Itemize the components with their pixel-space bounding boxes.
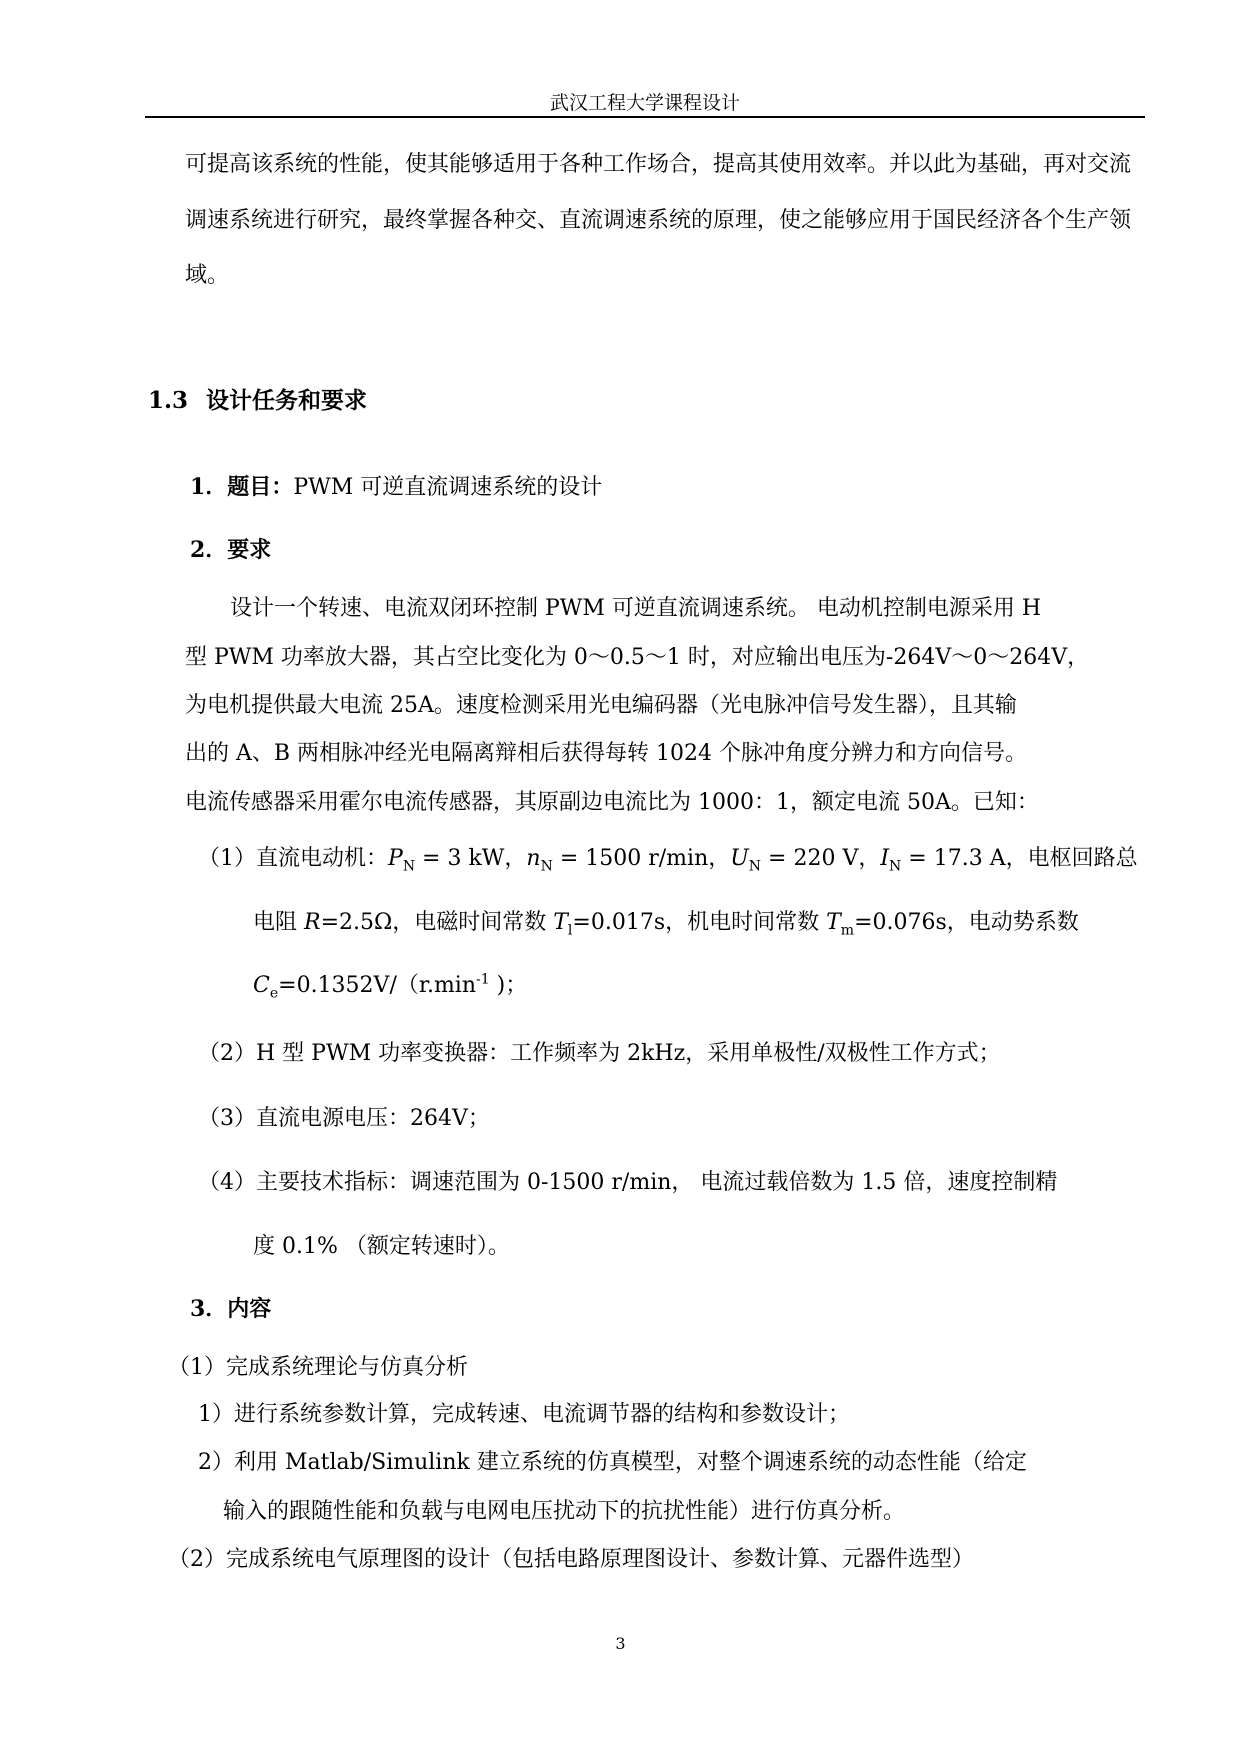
- known-3: （3）直流电源电压：264V；: [198, 1106, 490, 1131]
- symbol-tm: T: [826, 910, 841, 935]
- intro-line-3: 域。: [185, 263, 230, 288]
- value-pn: = 3 kW，: [415, 846, 527, 871]
- known-1b-prefix: 电阻: [253, 910, 304, 935]
- unit-exponent: -1: [476, 971, 490, 988]
- item-1-text: PWM 可逆直流调速系统的设计: [293, 475, 603, 500]
- header-rule: [145, 116, 1145, 118]
- section-title: 设计任务和要求: [206, 387, 368, 414]
- value-r: =2.5Ω，电磁时间常数: [320, 910, 554, 935]
- known-4b: 度 0.1% （额定转速时）。: [253, 1234, 510, 1259]
- section-number: 1.3: [148, 387, 189, 414]
- content-line-5: （2）完成系统电气原理图的设计（包括电路原理图设计、参数计算、元器件选型）: [168, 1547, 974, 1572]
- symbol-tm-sub: m: [840, 922, 855, 939]
- symbol-tl-sub: l: [567, 922, 573, 939]
- known-1-prefix: （1）直流电动机：: [198, 846, 388, 871]
- content-line-3: 2）利用 Matlab/Simulink 建立系统的仿真模型，对整个调速系统的动态性能（给定: [198, 1450, 1027, 1475]
- intro-line-1: 可提高该系统的性能，使其能够适用于各种工作场合，提高其使用效率。并以此为基础，再对交流: [185, 152, 1132, 177]
- item-3-label: 3．内容: [190, 1296, 272, 1322]
- req-line-2: 型 PWM 功率放大器，其占空比变化为 0～0.5～1 时，对应输出电压为-264V～0～264V，: [185, 645, 1090, 670]
- section-heading: [148, 382, 367, 415]
- value-in: = 17.3 A，电枢回路总: [901, 846, 1138, 871]
- content-line-1: （1）完成系统理论与仿真分析: [168, 1355, 468, 1380]
- symbol-pn-sub: N: [402, 858, 416, 875]
- value-nn: = 1500 r/min，: [552, 846, 731, 871]
- req-line-3: 为电机提供最大电流 25A。速度检测采用光电编码器（光电脉冲信号发生器），且其输: [185, 693, 1017, 718]
- symbol-in-sub: N: [889, 858, 902, 875]
- known-1c: [253, 968, 527, 1001]
- symbol-nn-sub: N: [540, 858, 553, 875]
- item-1-label: 1．题目：: [190, 474, 294, 500]
- symbol-r: R: [304, 910, 321, 935]
- symbol-pn: P: [388, 846, 403, 871]
- known-2: （2）H 型 PWM 功率变换器：工作频率为 2kHz，采用单极性/双极性工作方式；: [198, 1041, 1001, 1066]
- content-line-2: 1）进行系统参数计算，完成转速、电流调节器的结构和参数设计；: [198, 1402, 850, 1427]
- value-ce: =0.1352V/（r.min: [278, 973, 477, 998]
- page-number: 3: [615, 1634, 626, 1653]
- req-line-1: 设计一个转速、电流双闭环控制 PWM 可逆直流调速系统。 电动机控制电源采用 H: [230, 596, 1042, 621]
- value-un: = 220 V，: [761, 846, 881, 871]
- known-1: [198, 841, 1138, 874]
- symbol-ce-sub: e: [269, 985, 279, 1002]
- known-1c-end: )；: [489, 973, 528, 998]
- symbol-un: U: [730, 846, 749, 871]
- known-4: （4）主要技术指标：调速范围为 0-1500 r/min， 电流过载倍数为 1.5 倍，速度控制精: [198, 1170, 1058, 1195]
- known-1b: [253, 905, 1079, 938]
- value-tm: =0.076s，电动势系数: [854, 910, 1079, 935]
- symbol-un-sub: N: [748, 858, 762, 875]
- intro-line-2: 调速系统进行研究，最终掌握各种交、直流调速系统的原理，使之能够应用于国民经济各个生产领: [185, 208, 1132, 233]
- content-line-4: 输入的跟随性能和负载与电网电压扰动下的抗扰性能）进行仿真分析。: [223, 1499, 906, 1524]
- page-header-title: 武汉工程大学课程设计: [549, 92, 740, 114]
- req-line-4: 出的 A、B 两相脉冲经光电隔离辩相后获得每转 1024 个脉冲角度分辨力和方向信号。: [185, 741, 1028, 766]
- symbol-tl: T: [553, 910, 568, 935]
- item-2-label: 2．要求: [190, 537, 272, 563]
- req-line-5: 电流传感器采用霍尔电流传感器，其原副边电流比为 1000：1，额定电流 50A。已知：: [185, 790, 1039, 815]
- value-tl: =0.017s，机电时间常数: [572, 910, 827, 935]
- symbol-nn: n: [526, 846, 541, 871]
- symbol-ce: C: [253, 973, 270, 998]
- item-1: [190, 470, 602, 501]
- symbol-in: I: [880, 846, 890, 871]
